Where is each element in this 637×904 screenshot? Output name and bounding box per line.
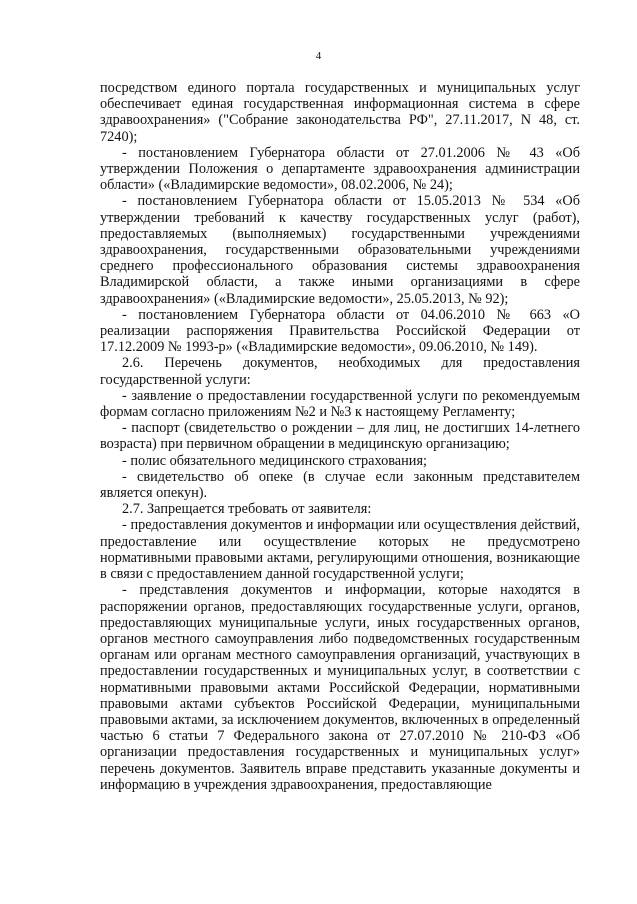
- list-item-guardianship: - свидетельство об опеке (в случае если законным представителем является опекун).: [100, 468, 580, 502]
- list-item-insurance-policy: - полис обязательного медицинского страхования;: [122, 452, 427, 469]
- page-number: 4: [315, 50, 322, 62]
- paragraph-decree-43: - постановлением Губернатора области от 27.01.2006 № 43 «Об утверждении Положения о департаменте здравоохранения администрации области» («Владимирские ведомости», 08.02.2006, № 24);: [100, 144, 580, 194]
- section-2-6-heading: 2.6. Перечень документов, необходимых для предоставления государственной услуги:: [100, 355, 580, 388]
- document-body: [100, 80, 580, 793]
- list-item-passport: - паспорт (свидетельство о рождении – для лиц, не достигших 14-летнего возраста) при первичном обращении в медицинскую организацию;: [100, 420, 580, 453]
- list-item-prohibited-actions: - предоставления документов и информации или осуществления действий, предоставление или осуществление которых не предусмотрено нормативными правовыми актами, регулирующими отношения, возникающие в связи с предоставлением данной государственной услуги;: [100, 517, 580, 583]
- section-2-7-heading: 2.7. Запрещается требовать от заявителя:: [122, 501, 372, 518]
- list-item-application: - заявление о предоставлении государственной услуги по рекомендуемым формам согласно приложениям №2 и №3 к настоящему Регламенту;: [100, 387, 580, 421]
- paragraph-decree-663: - постановлением Губернатора области от 04.06.2010 № 663 «О реализации распоряжения Правительства Российской Федерации от 17.12.2009 № 1993-р» («Владимирские ведомости», 09.06.2010, № 149).: [100, 306, 580, 356]
- paragraph-decree-534: - постановлением Губернатора области от 15.05.2013 № 534 «Об утверждении требований к качеству государственных услуг (работ), предоставляемых (выполняемых) государственными учреждениями здравоохранения, государственными образовательными учреждениями среднего профессионального образования системы здравоохранения Владимирской области, а также иными организациями в сфере здравоохранения» («Владимирские ведомости», 25.05.2013, № 92);: [100, 193, 580, 307]
- paragraph-portal-continuation: посредством единого портала государственных и муниципальных услуг обеспечивает единая государственная информационная система в сфере здравоохранения» ("Собрание законодательства РФ", 27.11.2017, N 48, ст. 7240);: [100, 80, 580, 145]
- list-item-prohibited-documents: - представления документов и информации, которые находятся в распоряжении органов, предоставляющих государственные услуги, органов, предоставляющих муниципальные услуги, иных государственных органов, органов местного самоуправления либо подведомственных государственным органам или органам местного самоуправления организаций, участвующих в предоставлении государственных и муниципальных услуг, в соответствии с нормативными правовыми актами Российской Федерации, нормативными правовыми актами субъектов Российской Федерации, муниципальными правовыми актами, за исключением документов, включенных в определенный частью 6 статьи 7 Федерального закона от 27.07.2010 № 210-ФЗ «Об организации предоставления государственных и муниципальных услуг» перечень документов. Заявитель вправе представить указанные документы и информацию в учреждения здравоохранения, предоставляющие: [100, 582, 580, 793]
